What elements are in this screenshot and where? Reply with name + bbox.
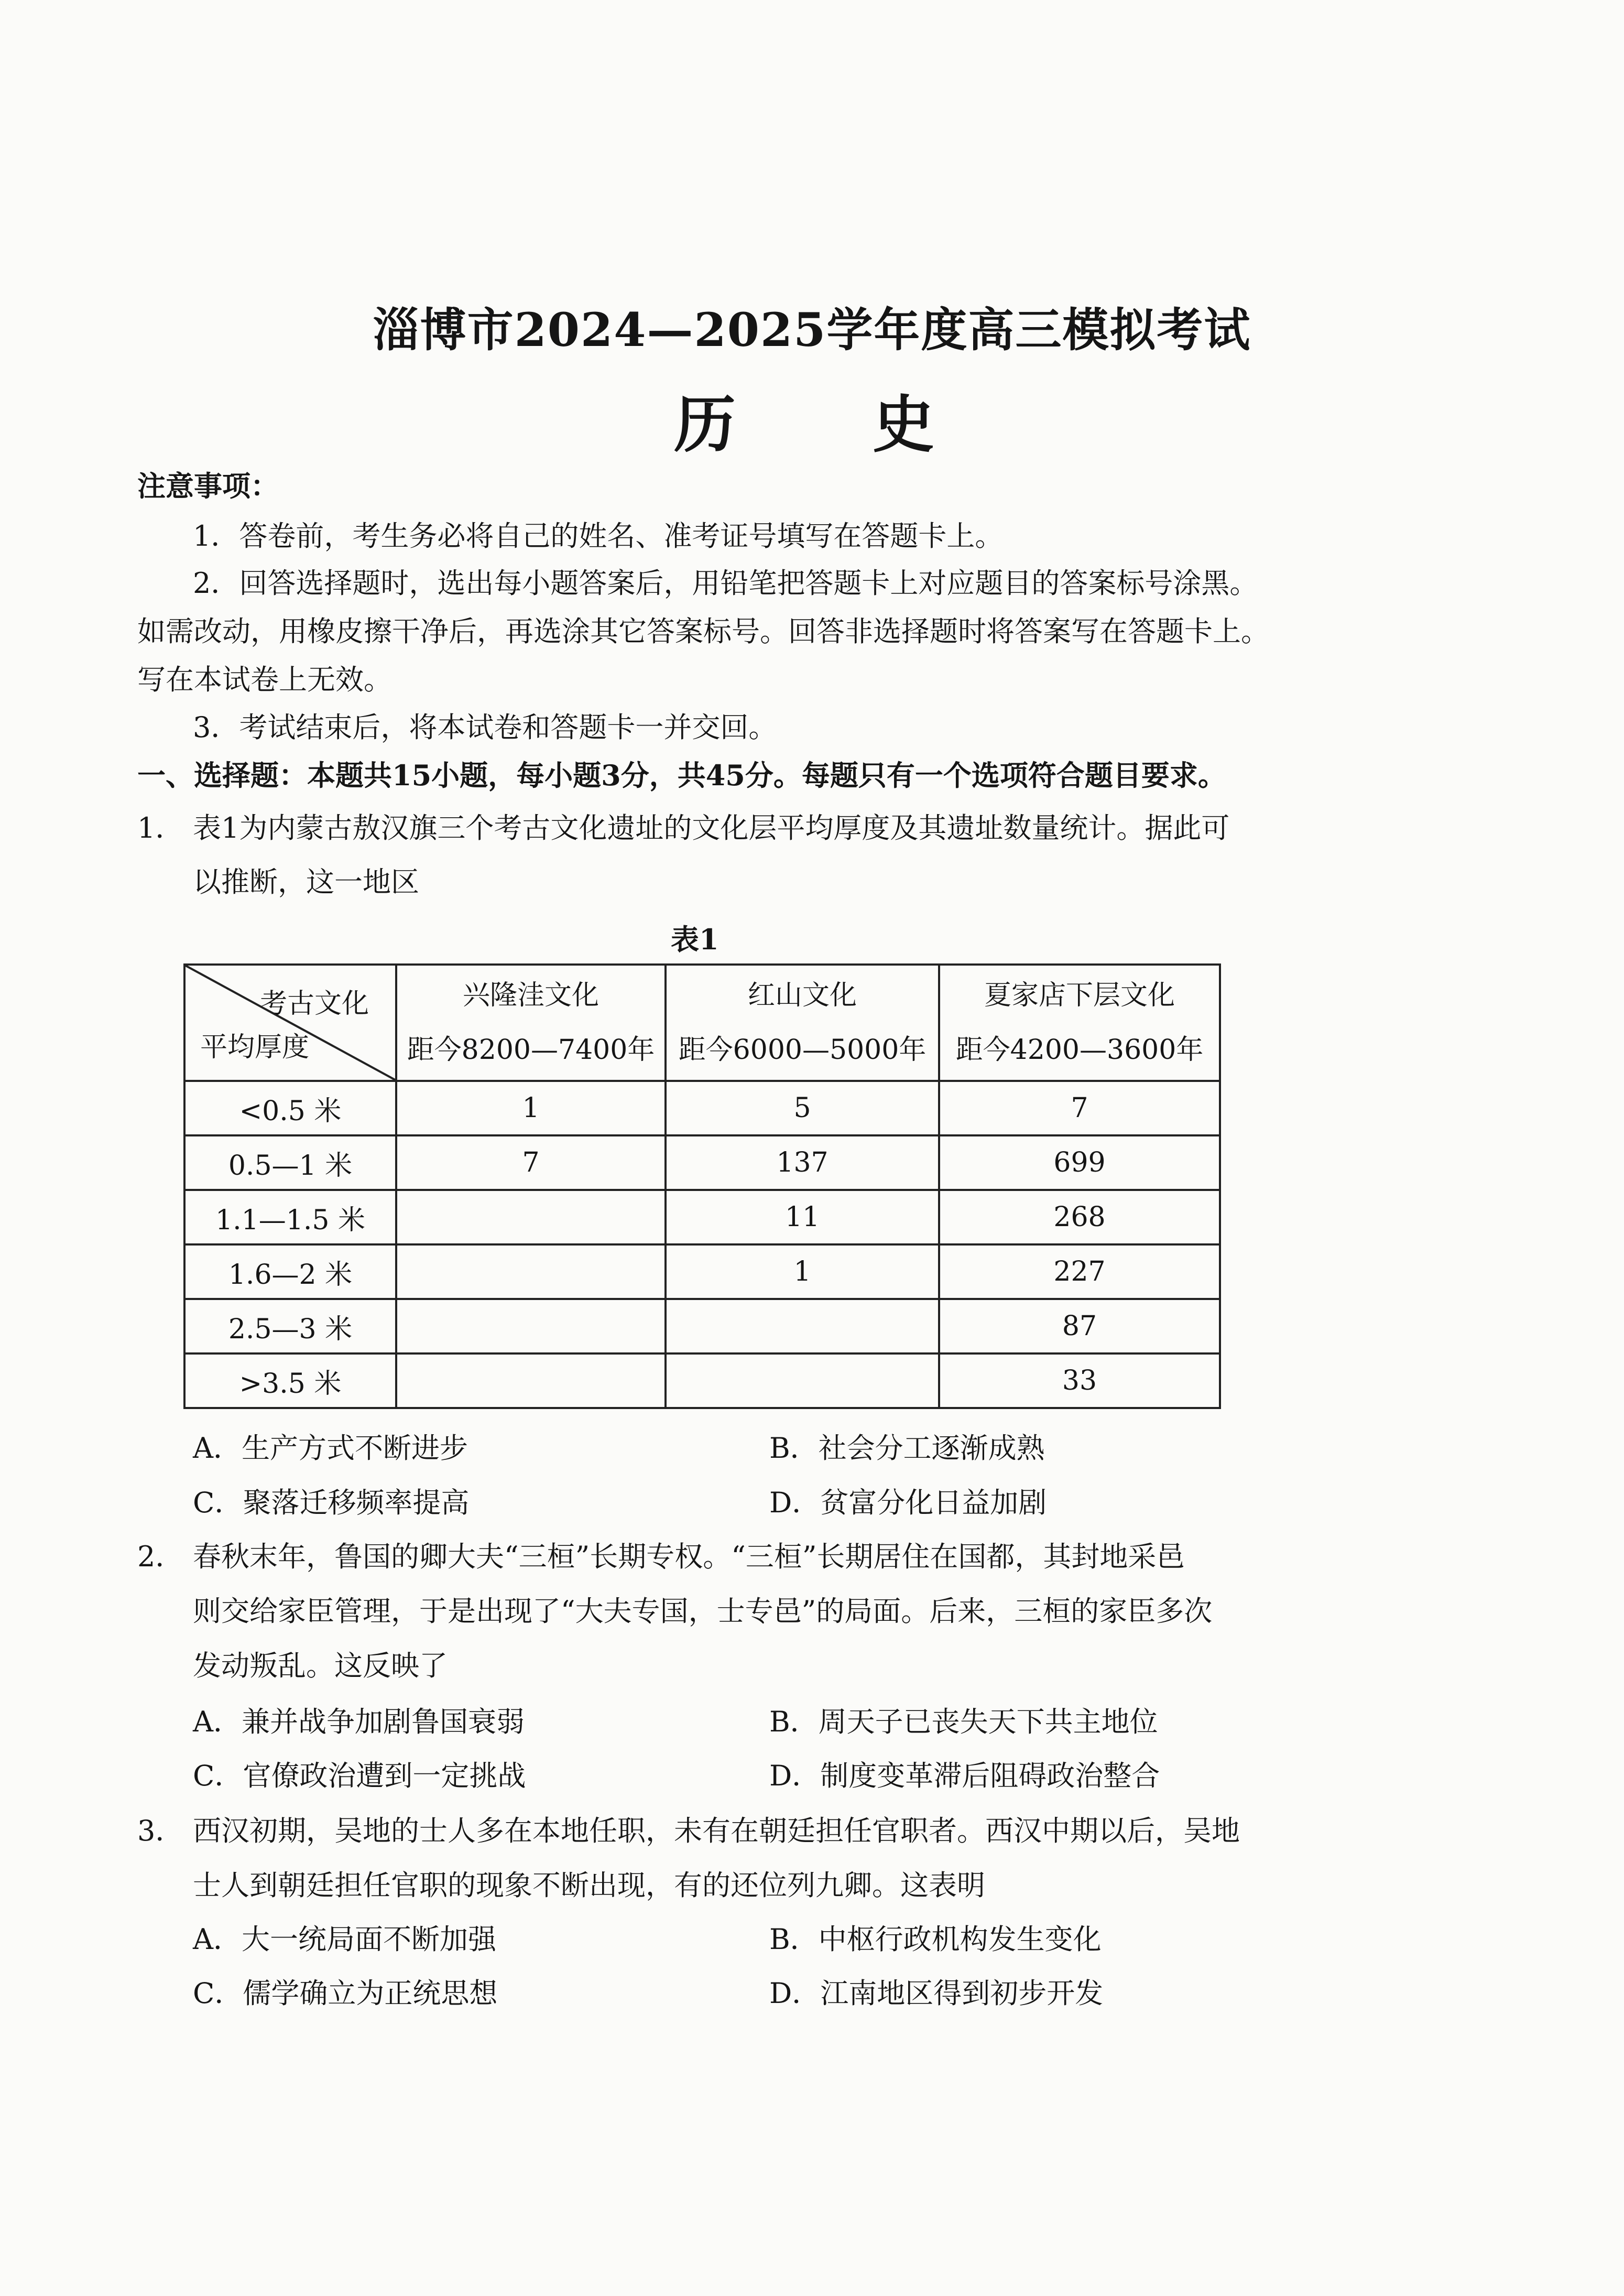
data-table (183, 963, 1221, 1409)
table-cell: 137 (666, 1135, 939, 1190)
column-period: 距今8200—7400年 (407, 1034, 655, 1066)
table-row (184, 1299, 1220, 1353)
q2-option-c: C．官僚政治遭到一定挑战 (193, 1759, 526, 1792)
table-cell: 7 (939, 1081, 1220, 1135)
q3-number: 3． (137, 1814, 184, 1847)
row-label: <0.5 米 (184, 1081, 396, 1135)
q1-option-a: A．生产方式不断进步 (193, 1432, 468, 1465)
section-heading: 一、选择题：本题共15小题，每小题3分，共45分。每题只有一个选项符合题目要求。 (137, 759, 1226, 792)
column-name: 兴隆洼文化 (462, 980, 599, 1011)
q3-option-a: A．大一统局面不断加强 (193, 1923, 496, 1956)
table-cell: 5 (666, 1081, 939, 1135)
table-cell (396, 1190, 666, 1244)
table-cell: 699 (939, 1135, 1220, 1190)
table-cell: 87 (939, 1299, 1220, 1353)
column-period: 距今6000—5000年 (678, 1034, 927, 1066)
row-label: 0.5—1 米 (184, 1135, 396, 1190)
q3-option-d: D．江南地区得到初步开发 (769, 1977, 1104, 2010)
table-caption: 表1 (671, 923, 719, 956)
subject-title: 历 史 (673, 388, 993, 461)
notice-heading: 注意事项： (137, 469, 279, 503)
q3-option-c: C．儒学确立为正统思想 (193, 1977, 498, 2010)
table-row (184, 1081, 1220, 1135)
column-period: 距今4200—3600年 (955, 1034, 1204, 1066)
q1-stem-line-2: 以推断，这一地区 (193, 865, 419, 898)
column-header (939, 965, 1220, 1081)
q1-option-d: D．贫富分化日益加剧 (769, 1486, 1047, 1519)
column-name: 红山文化 (747, 980, 857, 1011)
table-row (184, 1244, 1220, 1299)
q1-number: 1． (137, 811, 184, 844)
notice-item-2-line-3: 写在本试卷上无效。 (137, 663, 392, 696)
row-label: 2.5—3 米 (184, 1299, 396, 1353)
q2-option-a: A．兼并战争加剧鲁国衰弱 (193, 1705, 525, 1738)
notice-item-2-line-2: 如需改动，用橡皮擦干净后，再选涂其它答案标号。回答非选择题时将答案写在答题卡上。 (137, 615, 1269, 648)
row-label: 1.1—1.5 米 (184, 1190, 396, 1244)
q2-number: 2． (137, 1540, 184, 1573)
table-row (184, 1190, 1220, 1244)
q3-stem-line-2: 士人到朝廷担任官职的现象不断出现，有的还位列九卿。这表明 (193, 1869, 985, 1902)
q3-stem-line-1: 西汉初期，吴地的士人多在本地任职，未有在朝廷担任官职者。西汉中期以后，吴地 (193, 1814, 1240, 1847)
q2-stem-line-3: 发动叛乱。这反映了 (193, 1649, 448, 1682)
table-cell: 33 (939, 1353, 1220, 1408)
column-header (666, 965, 939, 1081)
table-row (184, 1135, 1220, 1190)
q1-option-b: B．社会分工逐渐成熟 (769, 1432, 1045, 1465)
table-cell (396, 1353, 666, 1408)
table-cell (396, 1244, 666, 1299)
notice-item-3: 3．考试结束后，将本试卷和答题卡一并交回。 (193, 711, 777, 744)
table-corner-cell (184, 965, 396, 1081)
q1-stem-line-1: 表1为内蒙古敖汉旗三个考古文化遗址的文化层平均厚度及其遗址数量统计。据此可 (193, 811, 1230, 844)
table-header-row (184, 965, 1220, 1081)
table-cell (666, 1299, 939, 1353)
table-row (184, 1353, 1220, 1408)
row-label: >3.5 米 (184, 1353, 396, 1408)
exam-title: 淄博市2024—2025学年度高三模拟考试 (373, 302, 1251, 357)
table-cell: 11 (666, 1190, 939, 1244)
column-header (396, 965, 666, 1081)
notice-item-1: 1．答卷前，考生务必将自己的姓名、准考证号填写在答题卡上。 (193, 519, 1004, 553)
table-cell: 1 (396, 1081, 666, 1135)
corner-bottom-label: 平均厚度 (200, 1032, 310, 1063)
table-cell: 1 (666, 1244, 939, 1299)
q2-option-d: D．制度变革滞后阻碍政治整合 (769, 1759, 1160, 1792)
row-label: 1.6—2 米 (184, 1244, 396, 1299)
table-cell: 268 (939, 1190, 1220, 1244)
table-cell (666, 1353, 939, 1408)
q2-stem-line-1: 春秋末年，鲁国的卿大夫“三桓”长期专权。“三桓”长期居住在国都，其封地采邑 (193, 1540, 1185, 1573)
corner-top-label: 考古文化 (259, 988, 369, 1020)
q2-stem-line-2: 则交给家臣管理，于是出现了“大夫专国，士专邑”的局面。后来，三桓的家臣多次 (193, 1595, 1213, 1628)
table-cell (396, 1299, 666, 1353)
notice-item-2-line-1: 2．回答选择题时，选出每小题答案后，用铅笔把答题卡上对应题目的答案标号涂黑。 (193, 567, 1258, 600)
q1-option-c: C．聚落迁移频率提高 (193, 1486, 470, 1519)
column-name: 夏家店下层文化 (984, 980, 1175, 1011)
q3-option-b: B．中枢行政机构发生变化 (769, 1923, 1102, 1956)
q2-option-b: B．周天子已丧失天下共主地位 (769, 1705, 1158, 1738)
table-cell: 7 (396, 1135, 666, 1190)
table-cell: 227 (939, 1244, 1220, 1299)
